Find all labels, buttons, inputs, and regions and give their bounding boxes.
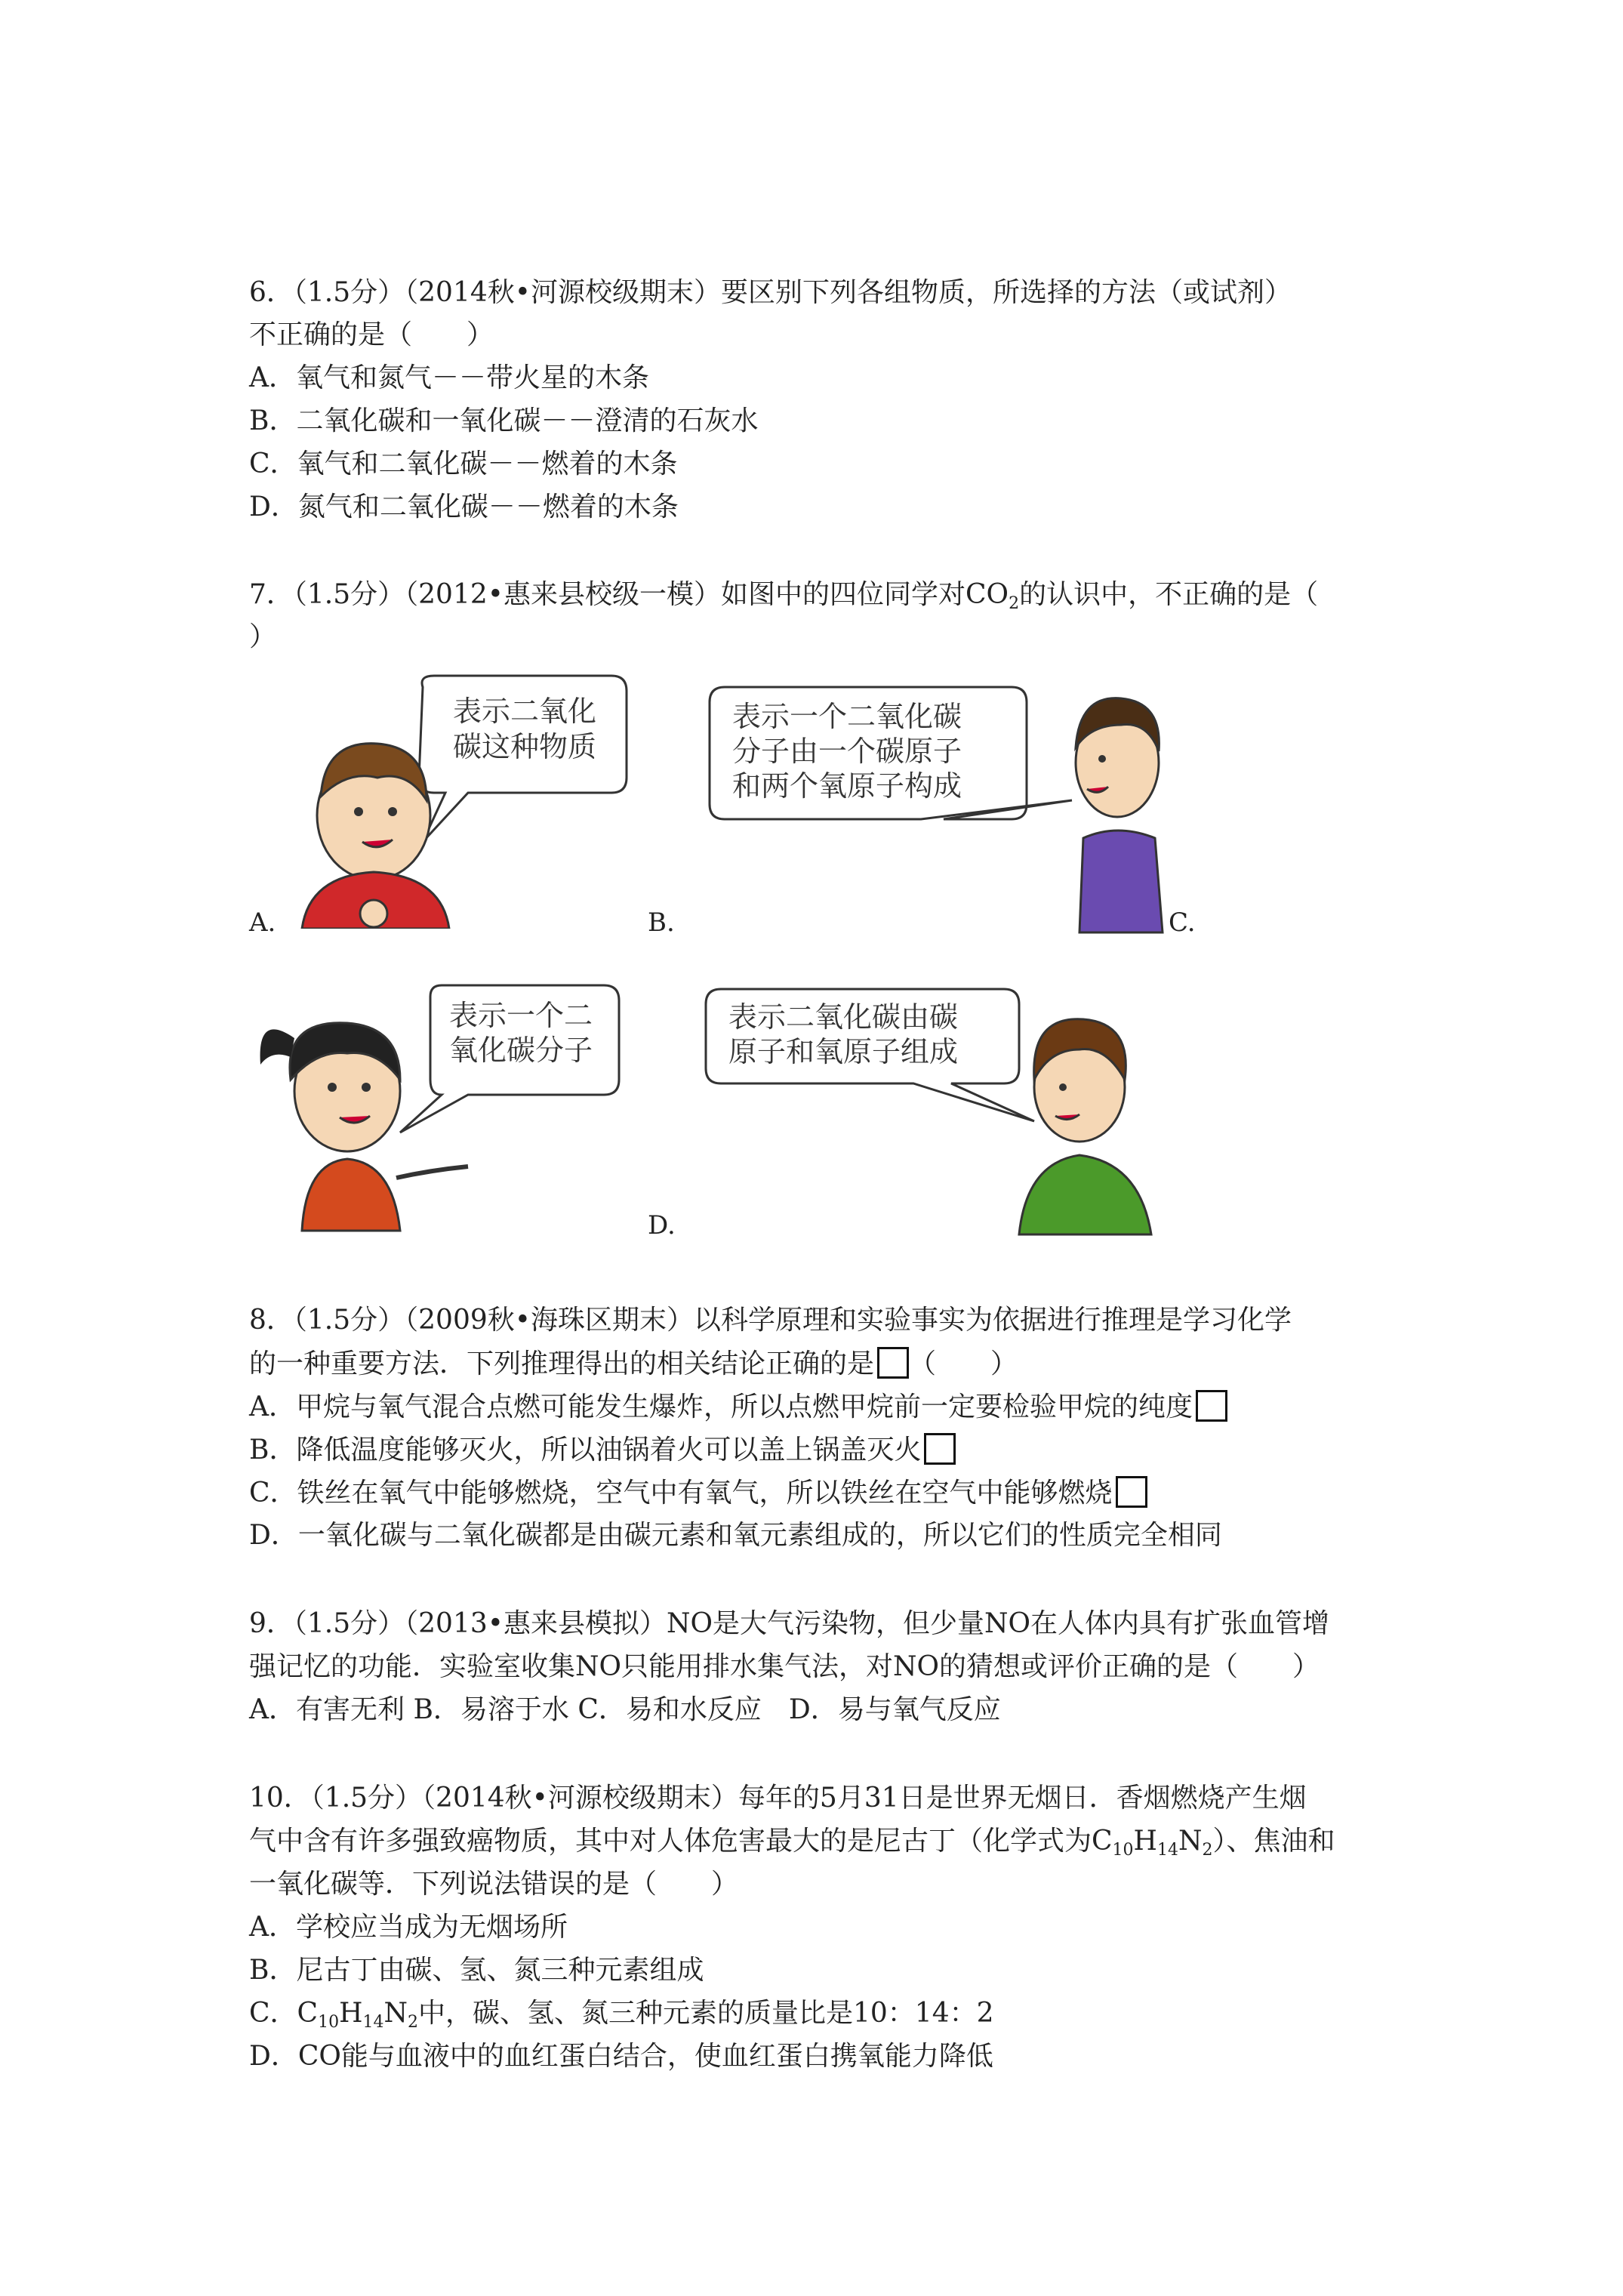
- q7-label-a: A.: [249, 908, 276, 938]
- q10-stem-line2: 气中含有许多强致癌物质，其中对人体危害最大的是尼古丁（化学式为$C_{10}H_{14}N_2$）、焦油和: [249, 1826, 1335, 1860]
- q7-bubble-d-line1: 表示二氧化碳由碳: [728, 1000, 959, 1034]
- q7-label-c: C.: [1169, 908, 1196, 938]
- q8-c-placeholder-box: [1116, 1476, 1147, 1508]
- q7-bubble-a-line1: 表示二氧化: [453, 695, 597, 728]
- q7-label-d: D.: [648, 1210, 676, 1240]
- q7-stem-line1: 7．（1.5分）（2012•惠来县校级一模）如图中的四位同学对$CO_2$的认识中，不正确的是（: [249, 579, 1319, 613]
- q7-stem-line2: ）: [249, 621, 277, 652]
- q8-option-a: A．甲烷与氧气混合点燃可能发生爆炸，所以点燃甲烷前一定要检验甲烷的纯度: [249, 1390, 1227, 1424]
- q8-placeholder-box: [877, 1347, 909, 1379]
- q8-option-c: C．铁丝在氧气中能够燃烧，空气中有氧气，所以铁丝在空气中能够燃烧: [249, 1476, 1147, 1510]
- q7-figure-b: [694, 680, 1185, 936]
- q7-bubble-b-line1: 表示一个二氧化碳: [732, 700, 962, 733]
- q10-option-b: B．尼古丁由碳、氢、氮三种元素组成: [249, 1955, 704, 1986]
- q9-stem-line2: 强记忆的功能．实验室收集NO只能用排水集气法，对NO的猜想或评价正确的是（ ）: [249, 1651, 1320, 1682]
- q7-bubble-c-line2: 氧化碳分子: [449, 1034, 593, 1067]
- q7-bubble-b-line2: 分子由一个碳原子: [732, 735, 962, 768]
- q6-stem-line2: 不正确的是（ ）: [249, 319, 494, 350]
- q8-option-d: D．一氧化碳与二氧化碳都是由碳元素和氧元素组成的，所以它们的性质完全相同: [249, 1520, 1222, 1551]
- q7-figure-a: [294, 672, 642, 929]
- q8-option-b: B．降低温度能够灭火，所以油锅着火可以盖上锅盖灭火: [249, 1433, 956, 1467]
- q7-bubble-d-line2: 原子和氧原子组成: [728, 1035, 959, 1068]
- q6-option-c: C．氧气和二氧化碳－－燃着的木条: [249, 448, 678, 479]
- q9-stem-line1: 9．（1.5分）（2013•惠来县模拟）NO是大气污染物，但少量NO在人体内具有扩张血管增: [249, 1608, 1330, 1639]
- q7-figure-c: [249, 982, 642, 1238]
- q10-option-d: D．CO能与血液中的血红蛋白结合，使血红蛋白携氧能力降低: [249, 2041, 993, 2072]
- q9-options: A．有害无利 B．易溶于水 C．易和水反应 D．易与氧气反应: [249, 1694, 1001, 1725]
- q10-stem-line1: 10．（1.5分）（2014秋•河源校级期末）每年的5月31日是世界无烟日．香烟燃烧产生烟: [249, 1783, 1307, 1814]
- q7-label-b: B.: [648, 908, 675, 938]
- q8-a-placeholder-box: [1196, 1390, 1227, 1422]
- q7-bubble-a-line2: 碳这种物质: [453, 730, 597, 763]
- q8-b-placeholder-box: [924, 1433, 956, 1465]
- q6-option-d: D．氮气和二氧化碳－－燃着的木条: [249, 492, 679, 522]
- q6-option-a: A．氧气和氮气－－带火星的木条: [249, 362, 649, 393]
- q8-stem-line2: 的一种重要方法．下列推理得出的相关结论正确的是 （ ）: [249, 1348, 1018, 1379]
- q8-stem-line1: 8．（1.5分）（2009秋•海珠区期末）以科学原理和实验事实为依据进行推理是学习化学: [249, 1305, 1292, 1336]
- q7-bubble-c-line1: 表示一个二: [449, 999, 593, 1032]
- q10-option-a: A．学校应当成为无烟场所: [249, 1912, 568, 1943]
- q10-option-c: C．$C_{10}H_{14}N_2$中，碳、氢、氮三种元素的质量比是10：14：2: [249, 1998, 994, 2032]
- q7-figure-d: [694, 982, 1185, 1238]
- q6-option-b: B．二氧化碳和一氧化碳－－澄清的石灰水: [249, 405, 759, 436]
- q10-stem-line3: 一氧化碳等．下列说法错误的是（ ）: [249, 1869, 739, 1900]
- q7-bubble-b-line3: 和两个氧原子构成: [732, 769, 962, 803]
- q6-stem-line1: 6．（1.5分）（2014秋•河源校级期末）要区别下列各组物质，所选择的方法（或试剂）: [249, 277, 1292, 308]
